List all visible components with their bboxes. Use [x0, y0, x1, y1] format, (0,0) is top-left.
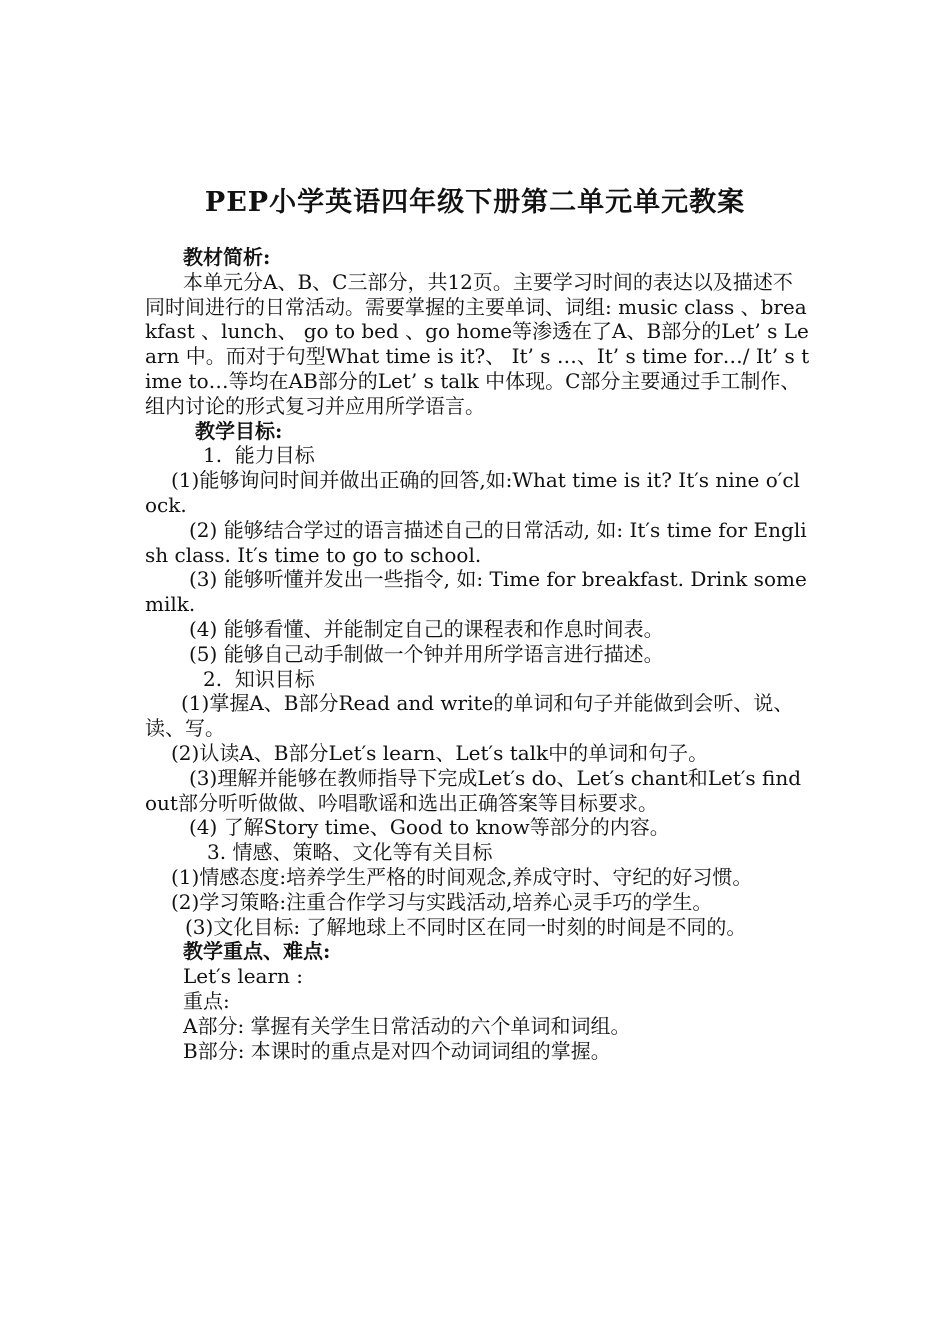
focus-label: 重点:: [183, 988, 230, 1013]
paragraph-textbook-analysis: 本单元分A、B、C三部分，共12页。主要学习时间的表达以及描述不同时间进行的日常活动。需要掌握的主要单词、词组: music class 、breakfast 、lunch、 go to bed 、go home等渗透在了A、B部分的Let’ s Learn 中。而对于句型What time is it?、 It’ s …、It’ s time for…/ It’ s time to…等均在AB部分的Let’ s talk 中体现。C部分主要通过手工制作、组内讨论的形式复习并应用所学语言。: [145, 269, 810, 418]
affective-goal-item: (1)情感态度:培养学生严格的时间观念,养成守时、守纪的好习惯。: [171, 864, 753, 889]
section-heading-teaching-goals: 教学目标:: [195, 418, 283, 443]
subheading-affective-goals: 3. 情感、策略、文化等有关目标: [207, 840, 493, 865]
ability-goal-item: (3) 能够听懂并发出一些指令, 如: Time for breakfast. Drink some milk.: [145, 567, 814, 617]
subheading-ability-goals: 1. 能力目标: [203, 443, 315, 468]
knowledge-goal-item: (2)认读A、B部分Let′s learn、Let′s talk中的单词和句子。: [171, 740, 709, 765]
knowledge-goal-item: (3)理解并能够在教师指导下完成Let′s do、Let′s chant和Let′s find out部分听听做做、吟唱歌谣和选出正确答案等目标要求。: [145, 765, 808, 815]
lets-learn-label: Let′s learn :: [183, 964, 304, 989]
affective-goal-item: (3)文化目标: 了解地球上不同时区在同一时刻的时间是不同的。: [185, 914, 747, 939]
knowledge-goal-item: (4) 了解Story time、Good to know等部分的内容。: [189, 815, 670, 840]
ability-goal-item: (5) 能够自己动手制做一个钟并用所学语言进行描述。: [189, 641, 664, 666]
document-body: [145, 245, 814, 1063]
ability-goal-item: (4) 能够看懂、并能制定自己的课程表和作息时间表。: [189, 616, 664, 641]
section-heading-key-points: 教学重点、难点:: [183, 939, 331, 964]
page-title: PEP小学英语四年级下册第二单元单元教案: [204, 187, 746, 218]
part-b-focus: B部分: 本课时的重点是对四个动词词组的掌握。: [183, 1038, 611, 1063]
affective-goal-item: (2)学习策略:注重合作学习与实践活动,培养心灵手巧的学生。: [171, 889, 713, 914]
ability-goal-item: (1)能够询问时间并做出正确的回答,如:What time is it? It′s nine o′clock.: [145, 468, 800, 517]
knowledge-goal-item: (1)掌握A、B部分Read and write的单词和句子并能做到会听、说、读、写。: [145, 691, 794, 741]
ability-goal-item: (2) 能够结合学过的语言描述自己的日常活动, 如: It′s time for English class. It′s time to go to school.: [145, 517, 807, 567]
part-a-focus: A部分: 掌握有关学生日常活动的六个单词和词组。: [183, 1013, 631, 1038]
subheading-knowledge-goals: 2. 知识目标: [203, 666, 315, 691]
section-heading-textbook-analysis: 教材简析:: [183, 245, 271, 269]
